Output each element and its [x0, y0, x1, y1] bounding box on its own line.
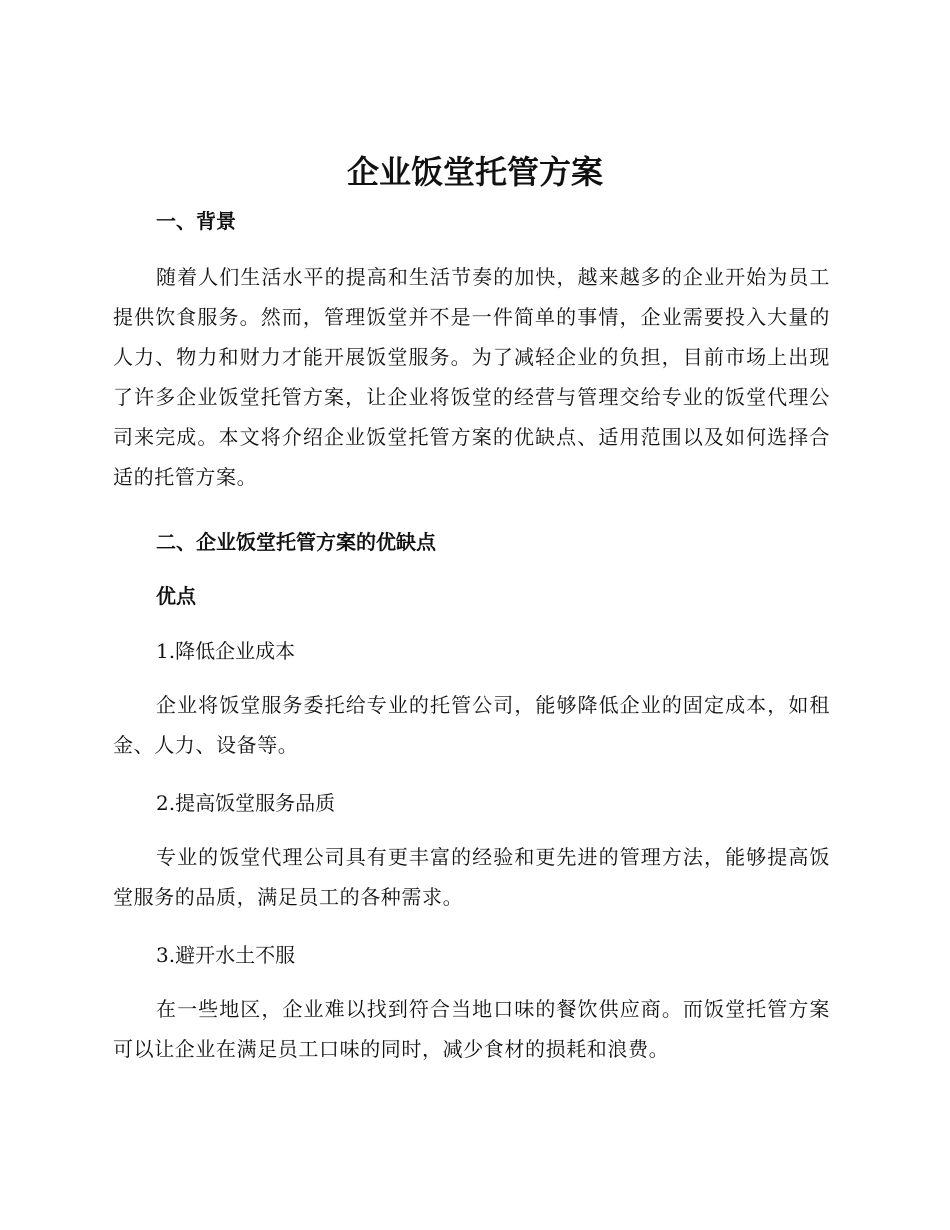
item-text-avoid-local-mismatch: 在一些地区，企业难以找到符合当地口味的餐饮供应商。而饭堂托管方案可以让企业在满足员工口味的同时，减少食材的损耗和浪费。	[113, 997, 830, 1061]
section-heading-pros-cons: 二、企业饭堂托管方案的优缺点	[156, 530, 436, 554]
item-title-reduce-cost: 1.降低企业成本	[156, 639, 296, 663]
background-paragraph: 随着人们生活水平的提高和生活节奏的加快，越来越多的企业开始为员工提供饮食服务。然而，管理饭堂并不是一件简单的事情，企业需要投入大量的人力、物力和财力才能开展饭堂服务。为了减轻企业的负担，目前市场上出现了许多企业饭堂托管方案，让企业将饭堂的经营与管理交给专业的饭堂代理公司来完成。本文将介绍企业饭堂托管方案的优缺点、适用范围以及如何选择合适的托管方案。	[113, 265, 830, 489]
item-text-reduce-cost: 企业将饭堂服务委托给专业的托管公司，能够降低企业的固定成本，如租金、人力、设备等。	[113, 693, 830, 757]
item-title-avoid-local-mismatch: 3.避开水土不服	[156, 943, 296, 967]
item-text-improve-quality: 专业的饭堂代理公司具有更丰富的经验和更先进的管理方法，能够提高饭堂服务的品质，满足员工的各种需求。	[113, 845, 830, 909]
document-title: 企业饭堂托管方案	[346, 153, 603, 191]
section-heading-background: 一、背景	[156, 209, 236, 233]
subheading-advantages: 优点	[156, 584, 196, 608]
item-title-improve-quality: 2.提高饭堂服务品质	[156, 791, 336, 815]
